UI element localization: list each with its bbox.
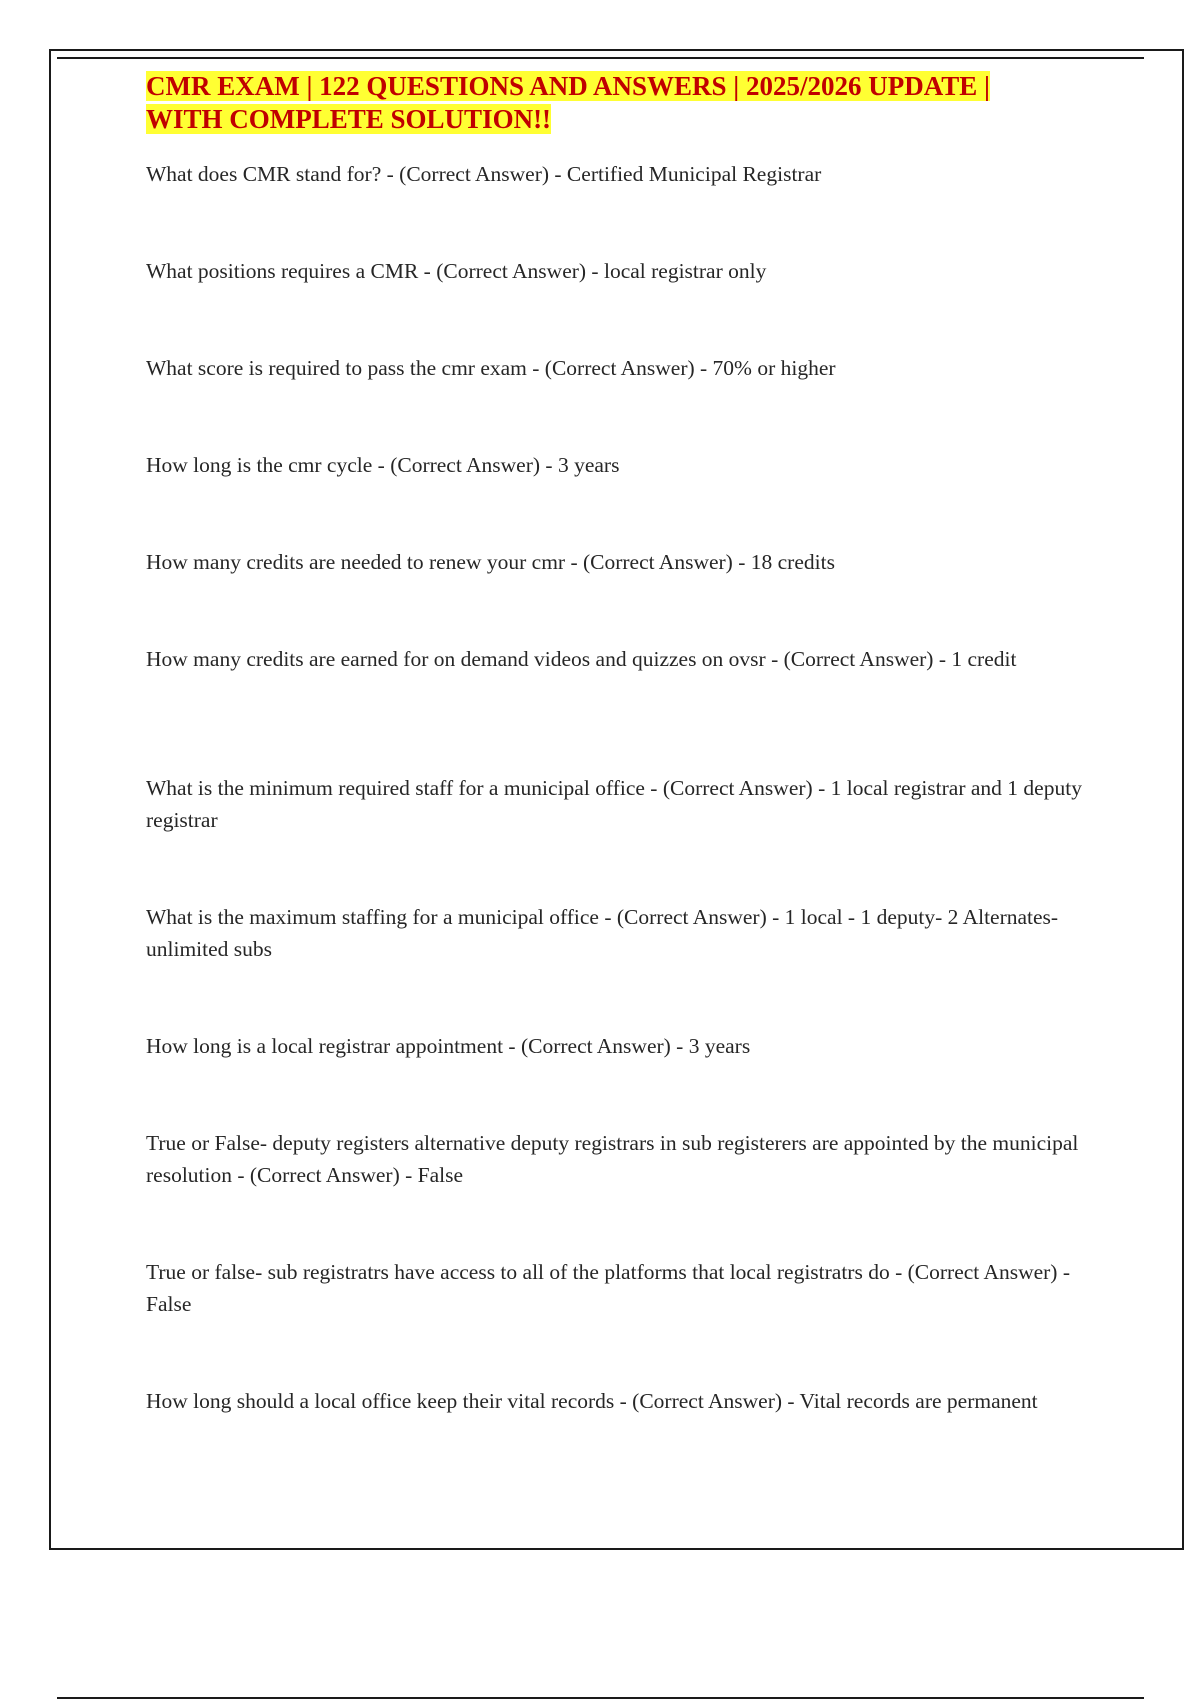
qa-item: How many credits are earned for on demand videos and quizzes on ovsr - (Correct Answer) - 1 credit [146,647,1017,671]
qa-item: How long is the cmr cycle - (Correct Answer) - 3 years [146,453,620,477]
title-line-2: WITH COMPLETE SOLUTION!! [146,104,552,134]
qa-item: What is the maximum staffing for a municipal office - (Correct Answer) - 1 local - 1 deputy- 2 Alternates- unlimited subs [146,905,1059,961]
qa-item: What does CMR stand for? - (Correct Answer) - Certified Municipal Registrar [146,162,822,186]
document-title [146,70,1091,136]
qa-item: How many credits are needed to renew your cmr - (Correct Answer) - 18 credits [146,550,835,574]
title-line-1: CMR EXAM | 122 QUESTIONS AND ANSWERS | 2025/2026 UPDATE | [146,71,990,101]
bottom-rule [57,1697,1144,1699]
qa-item: What is the minimum required staff for a municipal office - (Correct Answer) - 1 local registrar and 1 deputy registrar [146,776,1082,832]
qa-item: True or false- sub registratrs have access to all of the platforms that local registratrs do - (Correct Answer) - False [146,1260,1071,1316]
qa-item: What score is required to pass the cmr exam - (Correct Answer) - 70% or higher [146,356,836,380]
qa-list [146,158,1091,1514]
qa-item: How long should a local office keep their vital records - (Correct Answer) - Vital records are permanent [146,1389,1038,1413]
qa-item: What positions requires a CMR - (Correct Answer) - local registrar only [146,259,767,283]
qa-item: True or False- deputy registers alternative deputy registrars in sub registerers are appointed by the municipal resolution - (Correct Answer) - False [146,1131,1079,1187]
top-rule [57,57,1144,59]
qa-item: How long is a local registrar appointment - (Correct Answer) - 3 years [146,1034,751,1058]
document-body [146,70,1091,1514]
